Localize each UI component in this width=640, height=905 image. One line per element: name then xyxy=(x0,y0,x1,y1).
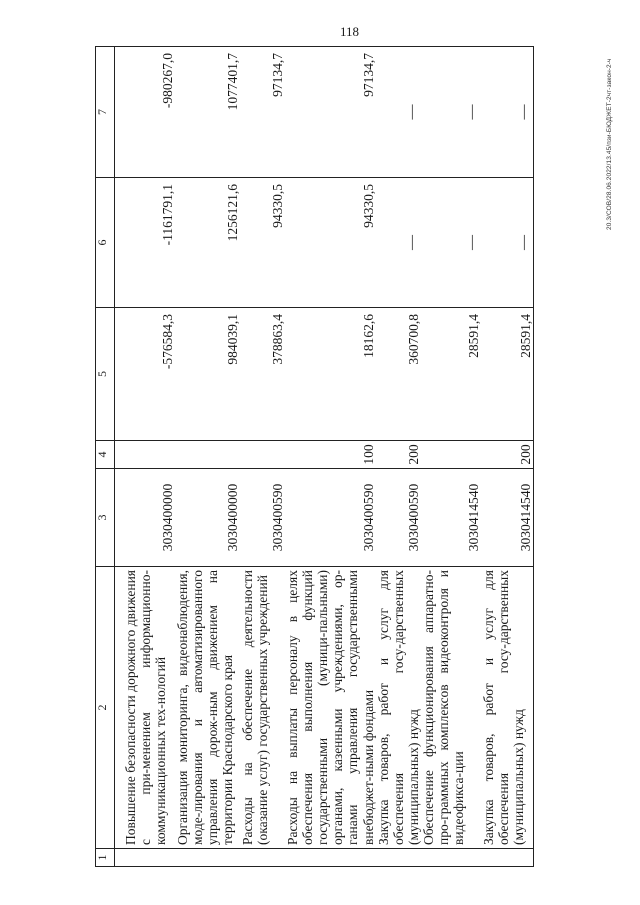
row-number-cell xyxy=(421,849,481,867)
row-col7: 1077401,7 xyxy=(175,47,240,178)
row-col6: 1256121,6 xyxy=(175,178,240,308)
row-code: 3030414540 xyxy=(481,469,534,567)
table-row xyxy=(175,47,240,867)
budget-table xyxy=(95,46,534,867)
row-code: 3030400000 xyxy=(175,469,240,567)
row-number-cell xyxy=(115,849,176,867)
row-type xyxy=(115,441,176,469)
header-col-3: 3 xyxy=(96,469,115,567)
header-col-4: 4 xyxy=(96,441,115,469)
row-name: Повышение безопасности дорожного движения с при-менением информационно-коммуникационных тех-нологий xyxy=(115,567,176,849)
row-col7: — xyxy=(421,47,481,178)
row-type: 200 xyxy=(376,441,421,469)
row-col7: -980267,0 xyxy=(115,47,176,178)
row-type xyxy=(240,441,285,469)
row-type xyxy=(421,441,481,469)
row-code: 3030400590 xyxy=(285,469,376,567)
row-code: 3030400590 xyxy=(376,469,421,567)
row-col6: — xyxy=(481,178,534,308)
row-col7: — xyxy=(481,47,534,178)
table-row xyxy=(240,47,285,867)
row-code: 3030400000 xyxy=(115,469,176,567)
row-col6: — xyxy=(376,178,421,308)
header-col-6: 6 xyxy=(96,178,115,308)
row-name: Расходы на обеспечение деятельности (оказание услуг) государственных учреждений xyxy=(240,567,285,849)
row-col7: 97134,7 xyxy=(285,47,376,178)
header-col-2: 2 xyxy=(96,567,115,849)
table-row xyxy=(421,47,481,867)
header-col-7: 7 xyxy=(96,47,115,178)
row-type: 200 xyxy=(481,441,534,469)
row-number-cell xyxy=(240,849,285,867)
row-col6: 94330,5 xyxy=(240,178,285,308)
row-col5: 18162,6 xyxy=(285,308,376,441)
row-col5: -576584,3 xyxy=(115,308,176,441)
row-col5: 378863,4 xyxy=(240,308,285,441)
table-row xyxy=(376,47,421,867)
row-number-cell xyxy=(175,849,240,867)
row-col5: 28591,4 xyxy=(481,308,534,441)
row-col5: 984039,1 xyxy=(175,308,240,441)
row-number-cell xyxy=(285,849,376,867)
table-row xyxy=(481,47,534,867)
row-name: Закупка товаров, работ и услуг для обеспечения госу-дарственных (муниципальных) нужд xyxy=(481,567,534,849)
row-name: Закупка товаров, работ и услуг для обеспечения госу-дарственных (муниципальных) нужд xyxy=(376,567,421,849)
table-row xyxy=(115,47,176,867)
row-name: Расходы на выплаты персоналу в целях обеспечения выполнения функций государственными (муници-пальными) органами, казенными учреждениями, ор-ганами управления государственными внебюджет-ными фондами xyxy=(285,567,376,849)
row-number-cell xyxy=(481,849,534,867)
row-col7: 97134,7 xyxy=(240,47,285,178)
header-col-1: 1 xyxy=(96,849,115,867)
row-col6: -1161791,1 xyxy=(115,178,176,308)
row-code: 3030414540 xyxy=(421,469,481,567)
row-type: 100 xyxy=(285,441,376,469)
page-number: 118 xyxy=(340,24,360,39)
row-name: Обеспечение функционирования аппаратно-про-граммных комплексов видеоконтроля и видеофикса-ции xyxy=(421,567,481,849)
header-row xyxy=(96,47,115,867)
header-col-5: 5 xyxy=(96,308,115,441)
row-col5: 28591,4 xyxy=(421,308,481,441)
row-col6: — xyxy=(421,178,481,308)
row-code: 3030400590 xyxy=(240,469,285,567)
rotated-table-container xyxy=(95,47,590,867)
row-number-cell xyxy=(376,849,421,867)
row-col5: 360700,8 xyxy=(376,308,421,441)
row-col6: 94330,5 xyxy=(285,178,376,308)
row-name: Организация мониторинга, видеонаблюдения, моде-лирования и автоматизированного управления дорож-ным движением на территории Краснодарского края xyxy=(175,567,240,849)
row-type xyxy=(175,441,240,469)
document-code: 20.3/СОВ/28.06.2022/13.45/пзи-БЮДЖЕТ-2чт-закон-2-ч xyxy=(606,58,613,230)
row-col7: — xyxy=(376,47,421,178)
table-row xyxy=(285,47,376,867)
